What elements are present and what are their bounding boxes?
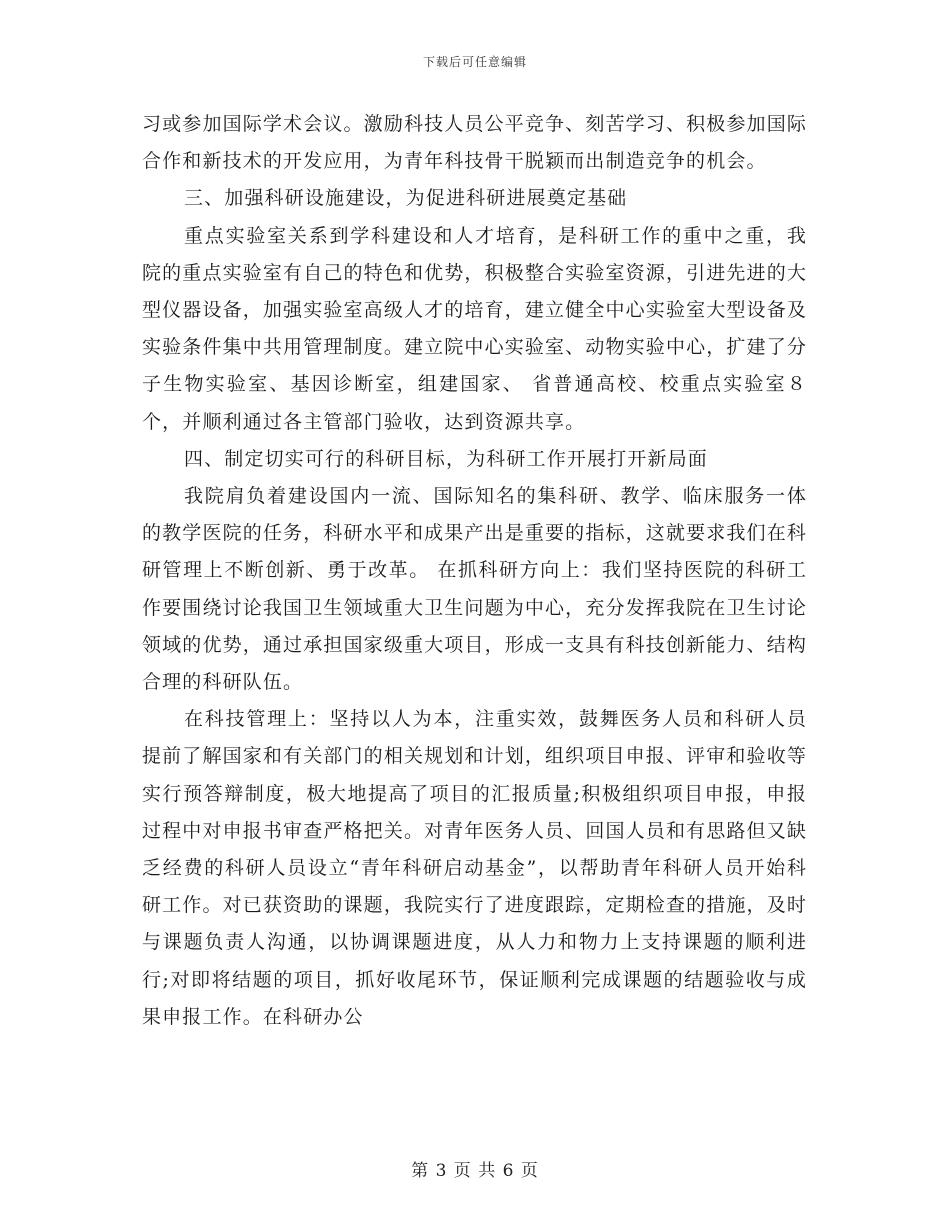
document-body (142, 106, 807, 1036)
page-footer: 第 3 页 共 6 页 (411, 1161, 539, 1181)
section-heading-3: 三、加强科研设施建设，为促进科研进展奠定基础 (184, 187, 628, 210)
paragraph-continuation: 习或参加国际学术会议。激励科技人员公平竞争、刻苦学习、积极参加国际合作和新技术的开发应用，为青年科技骨干脱颖而出制造竞争的机会。 (142, 113, 807, 173)
section-heading-4: 四、制定切实可行的科研目标，为科研工作开展打开新局面 (184, 447, 708, 470)
paragraph-tech-management: 在科技管理上：坚持以人为本，注重实效，鼓舞医务人员和科研人员提前了解国家和有关部门的相关规划和计划，组织项目申报、评审和验收等实行预答辩制度，极大地提高了项目的汇报质量;积极组织项目申报，申报过程中对申报书审查严格把关。对青年医务人员、回国人员和有思路但又缺乏经费的科研人员设立“青年科研启动基金”，以帮助青年科研人员开始科研工作。对已获资助的课题，我院实行了进度跟踪，定期检查的措施，及时与课题负责人沟通，以协调课题进度，从人力和物力上支持课题的顺利进行;对即将结题的项目，抓好收尾环节，保证顺利完成课题的结题验收与成果申报工作。在科研办公 (142, 708, 807, 1028)
paragraph-key-labs: 重点实验室关系到学科建设和人才培育，是科研工作的重中之重，我院的重点实验室有自己的特色和优势，积极整合实验室资源，引进先进的大型仪器设备，加强实验室高级人才的培育，建立健全中心实验室大型设备及实验条件集中共用管理制度。建立院中心实验室、动物实验中心，扩建了分子生物实验室、基因诊断室，组建国家、 省普通高校、校重点实验室８个，并顺利通过各主管部门验收，达到资源共享。 (142, 224, 807, 433)
page-header: 下载后可任意编辑 (422, 55, 527, 69)
paragraph-research-goals: 我院肩负着建设国内一流、国际知名的集科研、教学、临床服务一体的教学医院的任务，科研水平和成果产出是重要的指标，这就要求我们在科研管理上不断创新、勇于改革。 在抓科研方向上：我们坚持医院的科研工作要围绕讨论我国卫生领域重大卫生问题为中心，充分发挥我院在卫生讨论领域的优势，通过承担国家级重大项目，形成一支具有科技创新能力、结构合理的科研队伍。 (142, 485, 807, 694)
